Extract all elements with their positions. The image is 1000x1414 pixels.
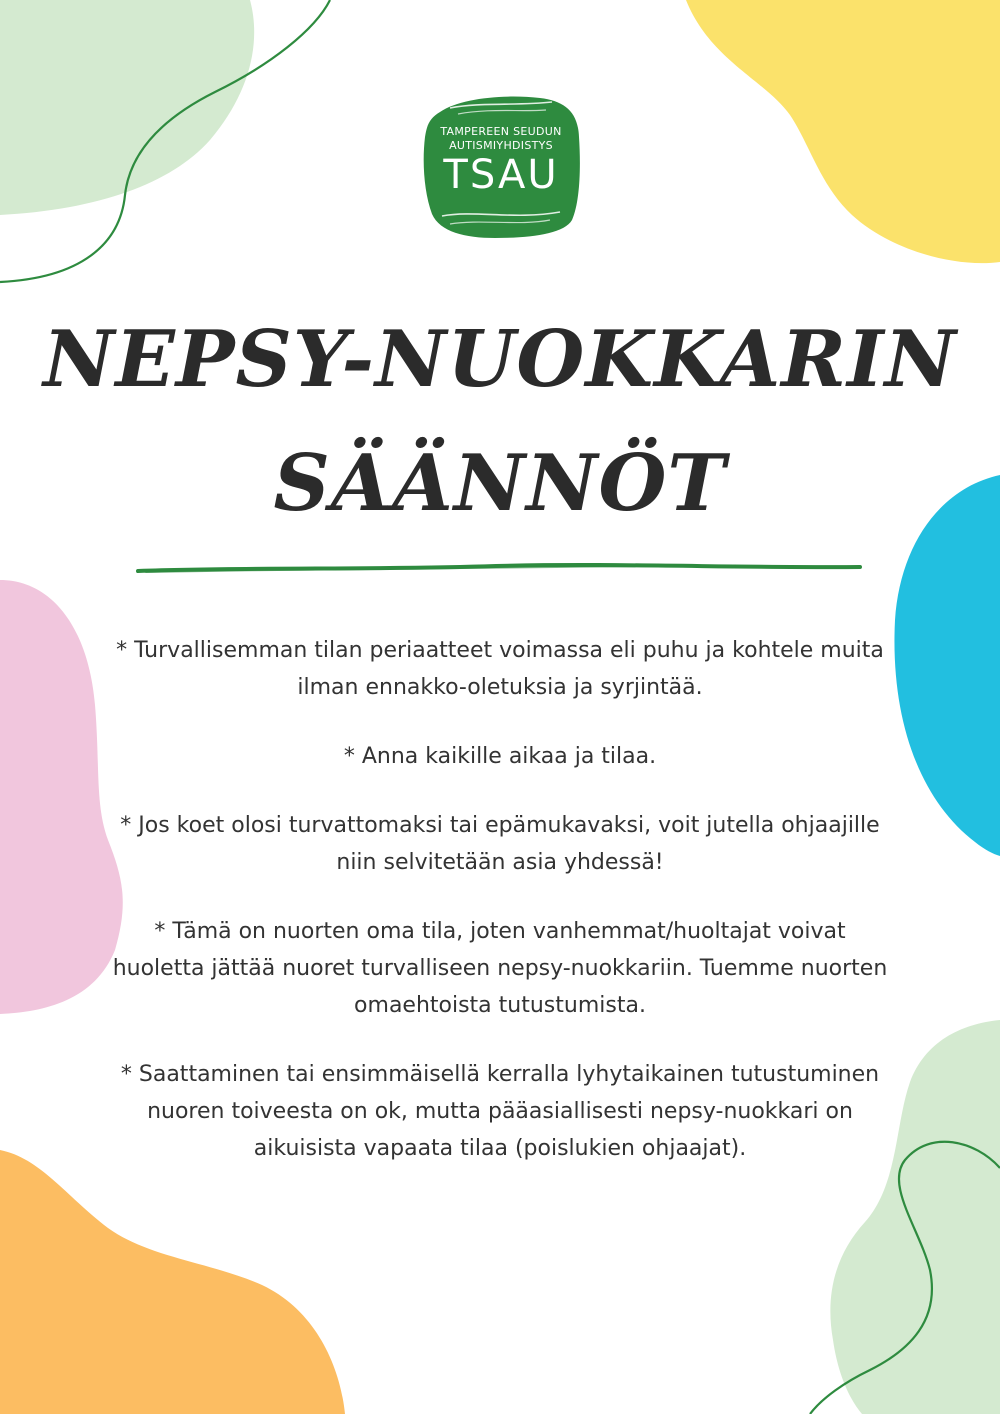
- rules-list: [110, 632, 890, 1199]
- logo-org-line1: TAMPEREEN SEUDUN: [440, 125, 562, 138]
- rule-item: * Turvallisemman tilan periaatteet voimassa eli puhu ja kohtele muita ilman ennakko-oletuksia ja syrjintää.: [116, 638, 884, 700]
- page-title: [0, 298, 1000, 546]
- logo-org-line2: AUTISMIYHDISTYS: [449, 139, 553, 152]
- rule-item: * Jos koet olosi turvattomaksi tai epämukavaksi, voit jutella ohjaajille niin selvitetään asia yhdessä!: [120, 813, 880, 875]
- yellow-blob-top-right: [686, 0, 1000, 263]
- title-line-1: NEPSY-NUOKKARIN: [43, 314, 957, 405]
- rule-item: * Anna kaikille aikaa ja tilaa.: [343, 744, 657, 769]
- rule-item: * Tämä on nuorten oma tila, joten vanhemmat/huoltajat voivat huoletta jättää nuoret turvalliseen nepsy-nuokkariin. Tuemme nuorten omaehtoista tutustumista.: [112, 919, 888, 1018]
- pink-blob-left: [0, 580, 123, 1014]
- tsau-logo: [420, 92, 582, 242]
- logo-name: TSAU: [443, 152, 559, 198]
- brush-divider: [136, 559, 862, 577]
- title-line-2: SÄÄNNÖT: [273, 438, 727, 529]
- rule-item: * Saattaminen tai ensimmäisellä kerralla lyhytaikainen tutustuminen nuoren toiveesta on ok, mutta pääasiallisesti nepsy-nuokkari on aikuisista vapaata tilaa (poislukien ohjaajat).: [120, 1062, 880, 1161]
